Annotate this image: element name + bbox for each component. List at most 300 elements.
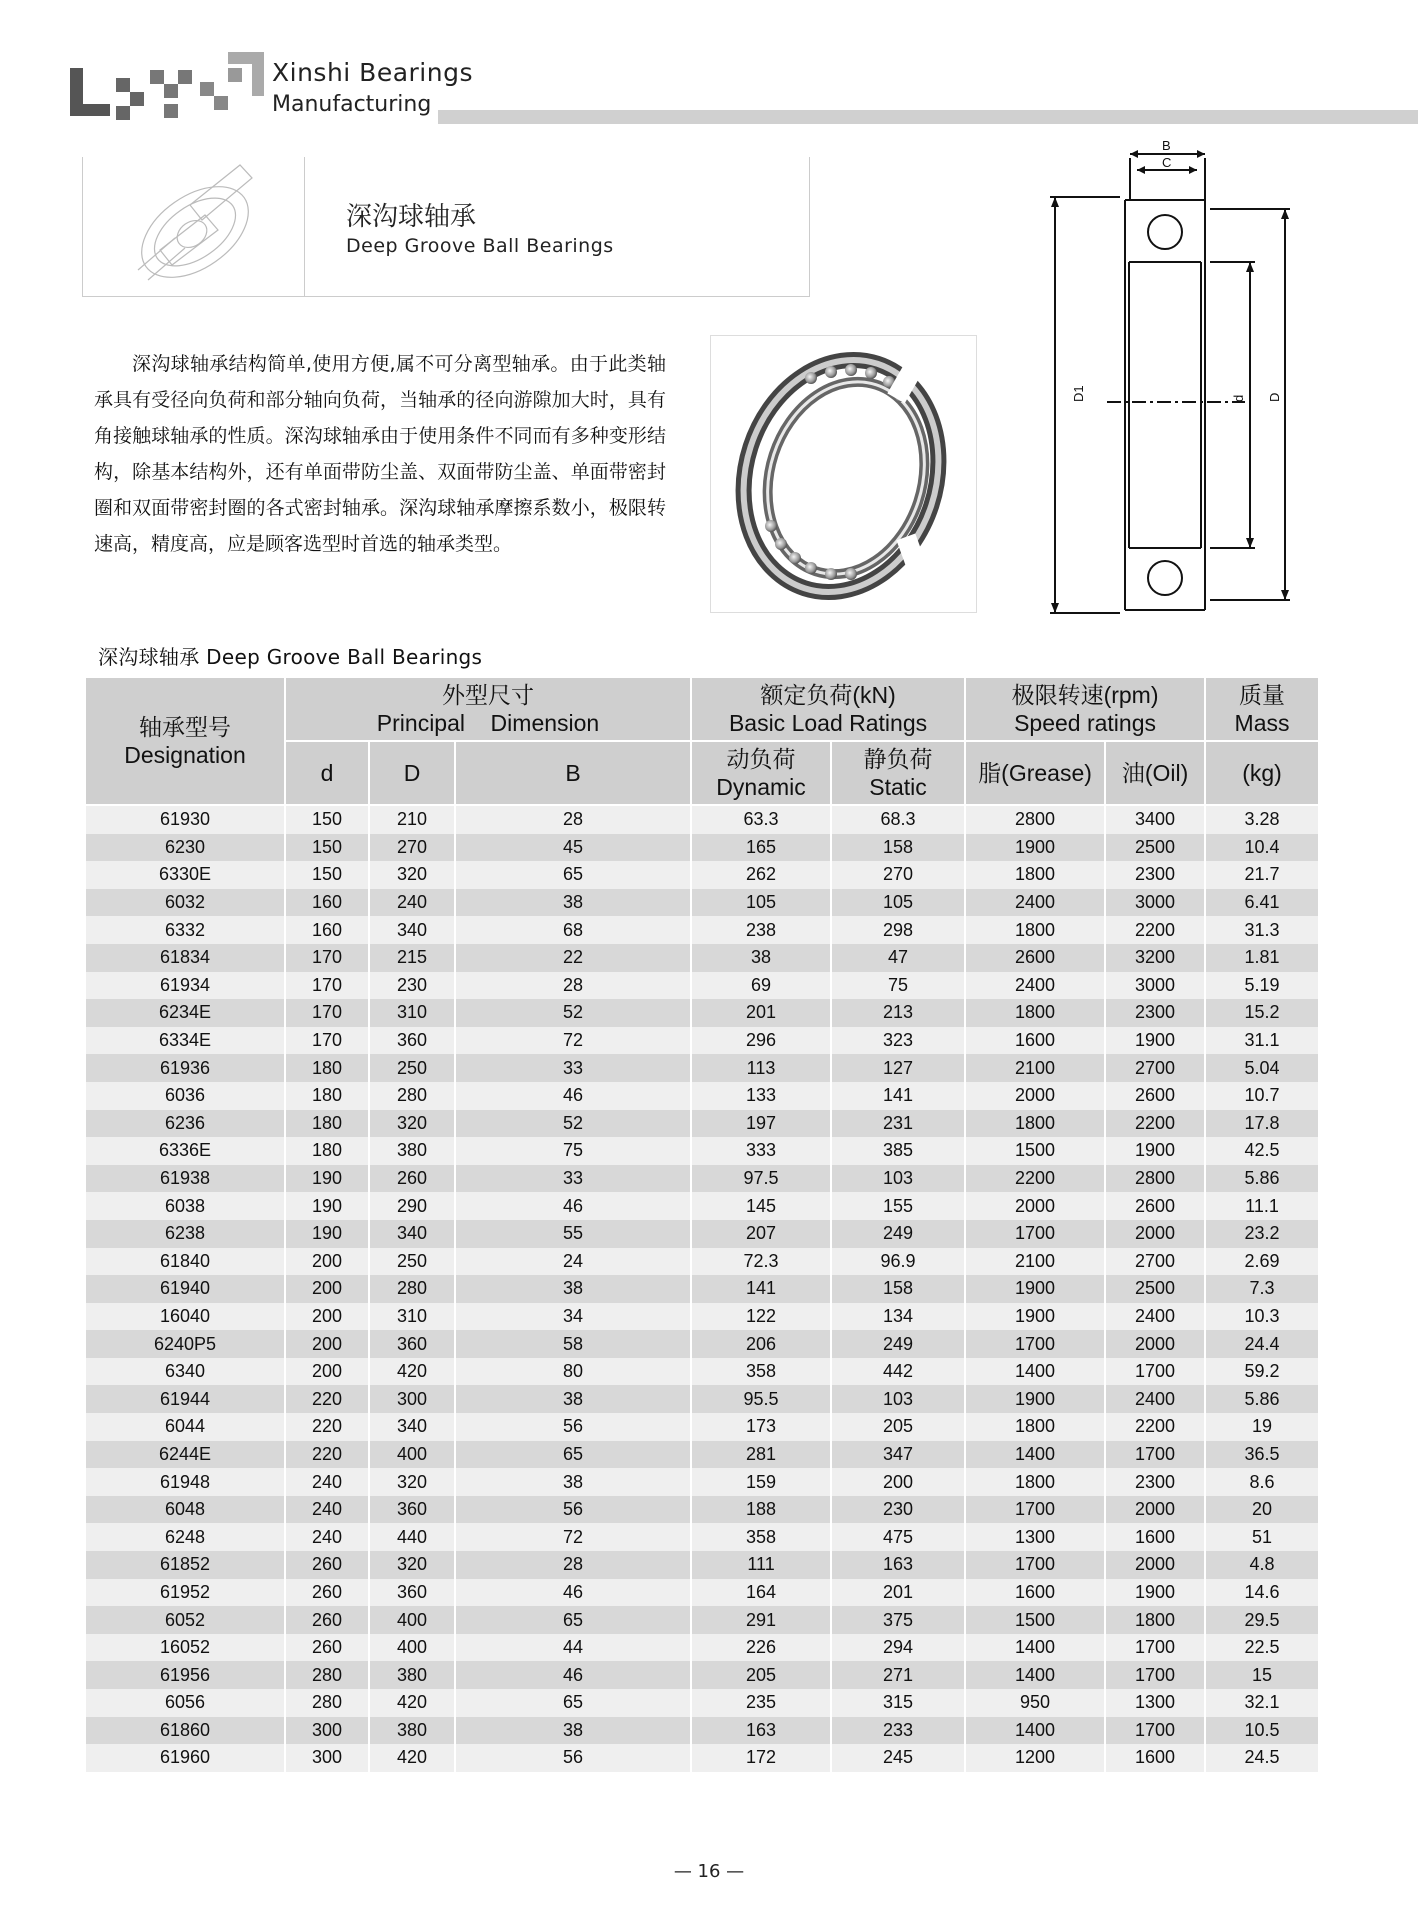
cell-mass: 24.5	[1205, 1744, 1319, 1772]
label-C: C	[1162, 155, 1172, 170]
cell-static: 213	[831, 999, 965, 1027]
cell-D: 270	[369, 834, 455, 862]
cell-D: 250	[369, 1248, 455, 1276]
header-designation	[85, 677, 285, 805]
table-row	[85, 834, 1319, 862]
cell-designation: 61956	[85, 1661, 285, 1689]
cell-static: 385	[831, 1137, 965, 1165]
cell-d: 170	[285, 972, 369, 1000]
table-row	[85, 1717, 1319, 1745]
cell-D: 380	[369, 1717, 455, 1745]
table-row	[85, 916, 1319, 944]
cell-d: 180	[285, 1137, 369, 1165]
cell-d: 160	[285, 916, 369, 944]
cell-static: 205	[831, 1413, 965, 1441]
cell-static: 96.9	[831, 1248, 965, 1276]
cell-grease: 1600	[965, 1027, 1105, 1055]
header-dynamic-cn: 动负荷	[726, 746, 796, 772]
cell-mass: 15.2	[1205, 999, 1319, 1027]
cell-designation: 6336E	[85, 1137, 285, 1165]
cell-D: 240	[369, 889, 455, 917]
table-row	[85, 1248, 1319, 1276]
cell-mass: 7.3	[1205, 1275, 1319, 1303]
cell-grease: 1500	[965, 1137, 1105, 1165]
cell-B: 46	[455, 1661, 691, 1689]
cell-mass: 10.5	[1205, 1717, 1319, 1745]
table-row	[85, 1634, 1319, 1662]
cell-grease: 2400	[965, 889, 1105, 917]
cell-d: 200	[285, 1358, 369, 1386]
cell-B: 72	[455, 1523, 691, 1551]
cell-designation: 61860	[85, 1717, 285, 1745]
cell-dynamic: 145	[691, 1192, 831, 1220]
cell-dynamic: 133	[691, 1082, 831, 1110]
cell-d: 220	[285, 1413, 369, 1441]
cell-D: 420	[369, 1744, 455, 1772]
cell-oil: 1700	[1105, 1717, 1205, 1745]
table-row	[85, 1468, 1319, 1496]
cell-oil: 2200	[1105, 1110, 1205, 1138]
cell-B: 80	[455, 1358, 691, 1386]
cell-dynamic: 163	[691, 1717, 831, 1745]
table-row	[85, 889, 1319, 917]
header-mass-en: Mass	[1234, 710, 1290, 736]
cell-designation: 6248	[85, 1523, 285, 1551]
cell-grease: 2100	[965, 1248, 1105, 1276]
cell-D: 320	[369, 1551, 455, 1579]
cell-designation: 6334E	[85, 1027, 285, 1055]
cell-B: 58	[455, 1330, 691, 1358]
cell-oil: 1700	[1105, 1358, 1205, 1386]
cell-oil: 2000	[1105, 1496, 1205, 1524]
cell-static: 475	[831, 1523, 965, 1551]
cell-D: 340	[369, 1220, 455, 1248]
cell-dynamic: 122	[691, 1303, 831, 1331]
cell-d: 260	[285, 1551, 369, 1579]
cell-D: 310	[369, 1303, 455, 1331]
cell-D: 440	[369, 1523, 455, 1551]
cell-designation: 6240P5	[85, 1330, 285, 1358]
cell-grease: 1800	[965, 1413, 1105, 1441]
cell-mass: 10.7	[1205, 1082, 1319, 1110]
cell-d: 200	[285, 1330, 369, 1358]
cell-dynamic: 63.3	[691, 805, 831, 834]
cell-D: 360	[369, 1579, 455, 1607]
cell-D: 380	[369, 1137, 455, 1165]
cell-dynamic: 38	[691, 944, 831, 972]
cell-oil: 1900	[1105, 1579, 1205, 1607]
cell-oil: 1300	[1105, 1689, 1205, 1717]
cell-D: 300	[369, 1385, 455, 1413]
cell-mass: 10.3	[1205, 1303, 1319, 1331]
cell-oil: 2300	[1105, 861, 1205, 889]
cell-designation: 6340	[85, 1358, 285, 1386]
cell-mass: 15	[1205, 1661, 1319, 1689]
header-dynamic	[691, 741, 831, 805]
cell-static: 442	[831, 1358, 965, 1386]
cell-B: 72	[455, 1027, 691, 1055]
cell-static: 249	[831, 1220, 965, 1248]
table-row	[85, 999, 1319, 1027]
cell-d: 170	[285, 944, 369, 972]
cell-oil: 2200	[1105, 1413, 1205, 1441]
cell-oil: 3400	[1105, 805, 1205, 834]
cell-oil: 2800	[1105, 1165, 1205, 1193]
cell-B: 38	[455, 1717, 691, 1745]
cell-dynamic: 333	[691, 1137, 831, 1165]
table-row	[85, 1523, 1319, 1551]
table-row	[85, 1082, 1319, 1110]
cell-grease: 1900	[965, 1275, 1105, 1303]
cell-static: 47	[831, 944, 965, 972]
cell-static: 105	[831, 889, 965, 917]
cell-dynamic: 95.5	[691, 1385, 831, 1413]
cell-mass: 10.4	[1205, 834, 1319, 862]
cell-dynamic: 111	[691, 1551, 831, 1579]
cell-oil: 1800	[1105, 1606, 1205, 1634]
cell-B: 46	[455, 1192, 691, 1220]
cell-static: 75	[831, 972, 965, 1000]
cell-grease: 1900	[965, 834, 1105, 862]
cell-dynamic: 97.5	[691, 1165, 831, 1193]
table-row	[85, 1413, 1319, 1441]
header-static	[831, 741, 965, 805]
cell-grease: 1400	[965, 1358, 1105, 1386]
table-row	[85, 1579, 1319, 1607]
cell-dynamic: 358	[691, 1358, 831, 1386]
cell-static: 245	[831, 1744, 965, 1772]
cell-mass: 11.1	[1205, 1192, 1319, 1220]
cell-grease: 1700	[965, 1330, 1105, 1358]
cell-B: 45	[455, 834, 691, 862]
cell-mass: 22.5	[1205, 1634, 1319, 1662]
table-row	[85, 1330, 1319, 1358]
cell-dynamic: 296	[691, 1027, 831, 1055]
cell-d: 170	[285, 999, 369, 1027]
cell-oil: 1900	[1105, 1137, 1205, 1165]
cell-grease: 2400	[965, 972, 1105, 1000]
cell-B: 75	[455, 1137, 691, 1165]
cell-mass: 42.5	[1205, 1137, 1319, 1165]
cell-dynamic: 141	[691, 1275, 831, 1303]
cell-mass: 5.86	[1205, 1165, 1319, 1193]
brand-subtitle: Manufacturing	[272, 92, 432, 117]
cell-mass: 5.86	[1205, 1385, 1319, 1413]
cell-grease: 1800	[965, 861, 1105, 889]
table-row	[85, 1551, 1319, 1579]
cell-designation: 61934	[85, 972, 285, 1000]
cell-static: 347	[831, 1441, 965, 1469]
cell-oil: 2600	[1105, 1192, 1205, 1220]
cell-D: 400	[369, 1606, 455, 1634]
cell-oil: 1600	[1105, 1744, 1205, 1772]
cell-mass: 20	[1205, 1496, 1319, 1524]
cell-mass: 5.19	[1205, 972, 1319, 1000]
cell-designation: 6032	[85, 889, 285, 917]
cell-mass: 31.3	[1205, 916, 1319, 944]
cell-static: 68.3	[831, 805, 965, 834]
cell-static: 134	[831, 1303, 965, 1331]
cell-B: 55	[455, 1220, 691, 1248]
page-title-en: Deep Groove Ball Bearings	[346, 235, 614, 257]
cell-d: 240	[285, 1468, 369, 1496]
cell-D: 420	[369, 1358, 455, 1386]
cell-d: 160	[285, 889, 369, 917]
cell-d: 280	[285, 1689, 369, 1717]
header-dynamic-en: Dynamic	[716, 774, 806, 800]
cell-designation: 6230	[85, 834, 285, 862]
table-title: 深沟球轴承 Deep Groove Ball Bearings	[98, 645, 483, 669]
cell-B: 46	[455, 1579, 691, 1607]
header-load-en: Basic Load Ratings	[728, 710, 928, 736]
cell-mass: 3.28	[1205, 805, 1319, 834]
cell-D: 360	[369, 1330, 455, 1358]
cell-grease: 1900	[965, 1303, 1105, 1331]
cell-grease: 1800	[965, 1110, 1105, 1138]
cell-designation: 61940	[85, 1275, 285, 1303]
cell-dynamic: 113	[691, 1054, 831, 1082]
cell-designation: 16052	[85, 1634, 285, 1662]
cell-designation: 16040	[85, 1303, 285, 1331]
cell-d: 180	[285, 1082, 369, 1110]
cell-dynamic: 72.3	[691, 1248, 831, 1276]
cell-grease: 2600	[965, 944, 1105, 972]
cell-dynamic: 281	[691, 1441, 831, 1469]
header-kg: (kg)	[1205, 741, 1319, 805]
header-mass-cn: 质量	[1239, 682, 1286, 708]
cell-mass: 5.04	[1205, 1054, 1319, 1082]
header-D: D	[369, 741, 455, 805]
cell-oil: 1700	[1105, 1634, 1205, 1662]
cell-oil: 1700	[1105, 1441, 1205, 1469]
cell-oil: 3200	[1105, 944, 1205, 972]
cell-d: 200	[285, 1275, 369, 1303]
cell-static: 163	[831, 1551, 965, 1579]
cell-mass: 31.1	[1205, 1027, 1319, 1055]
header-designation-cn: 轴承型号	[139, 714, 231, 740]
cell-static: 323	[831, 1027, 965, 1055]
cell-oil: 2500	[1105, 834, 1205, 862]
table-row	[85, 1110, 1319, 1138]
cell-grease: 1800	[965, 1468, 1105, 1496]
bearing-photo-image	[711, 336, 976, 612]
cell-dynamic: 69	[691, 972, 831, 1000]
bearing-spec-table	[84, 676, 1320, 1772]
cell-designation: 61944	[85, 1385, 285, 1413]
cell-designation: 6038	[85, 1192, 285, 1220]
cell-grease: 1400	[965, 1441, 1105, 1469]
cell-grease: 1800	[965, 916, 1105, 944]
cell-dynamic: 105	[691, 889, 831, 917]
cell-D: 290	[369, 1192, 455, 1220]
cell-designation: 61852	[85, 1551, 285, 1579]
table-row	[85, 1385, 1319, 1413]
cell-B: 34	[455, 1303, 691, 1331]
spec-table-body	[85, 805, 1319, 1772]
cell-B: 38	[455, 1385, 691, 1413]
cell-B: 33	[455, 1054, 691, 1082]
cell-oil: 2700	[1105, 1248, 1205, 1276]
cell-oil: 2400	[1105, 1385, 1205, 1413]
cell-static: 127	[831, 1054, 965, 1082]
cell-dynamic: 173	[691, 1413, 831, 1441]
cell-dynamic: 291	[691, 1606, 831, 1634]
cell-D: 340	[369, 916, 455, 944]
cell-dynamic: 188	[691, 1496, 831, 1524]
cell-grease: 1400	[965, 1661, 1105, 1689]
cell-oil: 1700	[1105, 1661, 1205, 1689]
cell-B: 56	[455, 1413, 691, 1441]
cell-grease: 1900	[965, 1385, 1105, 1413]
label-B: B	[1162, 140, 1171, 153]
table-row	[85, 861, 1319, 889]
table-row	[85, 1496, 1319, 1524]
page-number: — 16 —	[673, 1861, 745, 1882]
cell-mass: 14.6	[1205, 1579, 1319, 1607]
cell-designation: 6330E	[85, 861, 285, 889]
cell-static: 200	[831, 1468, 965, 1496]
cell-mass: 4.8	[1205, 1551, 1319, 1579]
cell-designation: 61948	[85, 1468, 285, 1496]
cell-grease: 1600	[965, 1579, 1105, 1607]
cell-D: 310	[369, 999, 455, 1027]
cell-B: 33	[455, 1165, 691, 1193]
cell-dynamic: 207	[691, 1220, 831, 1248]
cell-designation: 6236	[85, 1110, 285, 1138]
header-dimension	[285, 677, 691, 741]
cell-designation: 61834	[85, 944, 285, 972]
label-d: d	[1231, 394, 1246, 402]
cell-designation: 61952	[85, 1579, 285, 1607]
cell-d: 220	[285, 1385, 369, 1413]
cell-D: 400	[369, 1634, 455, 1662]
cell-D: 420	[369, 1689, 455, 1717]
cell-mass: 59.2	[1205, 1358, 1319, 1386]
cell-designation: 6048	[85, 1496, 285, 1524]
cell-d: 150	[285, 805, 369, 834]
cell-B: 56	[455, 1744, 691, 1772]
cell-grease: 2000	[965, 1082, 1105, 1110]
cell-dynamic: 159	[691, 1468, 831, 1496]
cell-static: 103	[831, 1165, 965, 1193]
table-row	[85, 1220, 1319, 1248]
cell-mass: 6.41	[1205, 889, 1319, 917]
cell-mass: 8.6	[1205, 1468, 1319, 1496]
cell-d: 240	[285, 1523, 369, 1551]
cell-designation: 6238	[85, 1220, 285, 1248]
cell-designation: 61840	[85, 1248, 285, 1276]
cell-grease: 2200	[965, 1165, 1105, 1193]
cell-static: 158	[831, 834, 965, 862]
cell-dynamic: 197	[691, 1110, 831, 1138]
cell-designation: 61960	[85, 1744, 285, 1772]
cell-static: 271	[831, 1661, 965, 1689]
cell-d: 190	[285, 1192, 369, 1220]
cell-B: 28	[455, 805, 691, 834]
cell-dynamic: 226	[691, 1634, 831, 1662]
cell-static: 315	[831, 1689, 965, 1717]
cell-D: 320	[369, 861, 455, 889]
cell-D: 210	[369, 805, 455, 834]
table-row	[85, 1606, 1319, 1634]
cell-oil: 2300	[1105, 1468, 1205, 1496]
cell-mass: 23.2	[1205, 1220, 1319, 1248]
cell-grease: 1700	[965, 1551, 1105, 1579]
header-speed-cn: 极限转速(rpm)	[1011, 682, 1159, 708]
cell-mass: 1.81	[1205, 944, 1319, 972]
bearing-sketch-illustration	[130, 160, 270, 290]
table-row	[85, 1441, 1319, 1469]
cell-dynamic: 164	[691, 1579, 831, 1607]
cell-B: 38	[455, 889, 691, 917]
cell-d: 300	[285, 1744, 369, 1772]
cell-B: 52	[455, 1110, 691, 1138]
cell-designation: 6244E	[85, 1441, 285, 1469]
label-D1: D1	[1071, 385, 1086, 402]
cell-mass: 29.5	[1205, 1606, 1319, 1634]
intro-paragraph: 深沟球轴承结构简单,使用方便,属不可分离型轴承。由于此类轴承具有受径向负荷和部分轴向负荷，当轴承的径向游隙加大时，具有角接触球轴承的性质。深沟球轴承由于使用条件不同而有多种变形结构，除基本结构外，还有单面带防尘盖、双面带防尘盖、单面带密封圈和双面带密封圈的各式密封轴承。深沟球轴承摩擦系数小，极限转速高，精度高，应是顾客选型时首选的轴承类型。	[94, 353, 666, 555]
cell-D: 230	[369, 972, 455, 1000]
cell-d: 260	[285, 1579, 369, 1607]
cell-d: 200	[285, 1303, 369, 1331]
cell-grease: 1700	[965, 1496, 1105, 1524]
cell-B: 46	[455, 1082, 691, 1110]
header-dimension-en: Principal Dimension	[376, 710, 600, 736]
cell-B: 65	[455, 1441, 691, 1469]
table-row	[85, 972, 1319, 1000]
cell-grease: 2000	[965, 1192, 1105, 1220]
cell-D: 400	[369, 1441, 455, 1469]
cell-d: 150	[285, 861, 369, 889]
header-d: d	[285, 741, 369, 805]
cell-dynamic: 262	[691, 861, 831, 889]
cell-B: 65	[455, 861, 691, 889]
cell-designation: 6332	[85, 916, 285, 944]
cell-B: 56	[455, 1496, 691, 1524]
cell-designation: 6052	[85, 1606, 285, 1634]
cell-oil: 3000	[1105, 889, 1205, 917]
cell-d: 280	[285, 1661, 369, 1689]
cell-D: 250	[369, 1054, 455, 1082]
cell-designation: 61930	[85, 805, 285, 834]
cell-static: 231	[831, 1110, 965, 1138]
cell-grease: 2100	[965, 1054, 1105, 1082]
cell-D: 320	[369, 1110, 455, 1138]
bearing-cross-section-diagram	[1045, 140, 1295, 615]
cell-static: 249	[831, 1330, 965, 1358]
cell-designation: 61936	[85, 1054, 285, 1082]
cell-d: 180	[285, 1054, 369, 1082]
cell-static: 141	[831, 1082, 965, 1110]
cell-B: 22	[455, 944, 691, 972]
cell-static: 158	[831, 1275, 965, 1303]
table-row	[85, 1689, 1319, 1717]
cell-B: 28	[455, 972, 691, 1000]
cell-oil: 2000	[1105, 1551, 1205, 1579]
cell-grease: 1800	[965, 999, 1105, 1027]
cell-oil: 2700	[1105, 1054, 1205, 1082]
cell-designation: 6044	[85, 1413, 285, 1441]
cell-static: 270	[831, 861, 965, 889]
cell-d: 190	[285, 1165, 369, 1193]
table-row	[85, 1027, 1319, 1055]
cell-oil: 2000	[1105, 1220, 1205, 1248]
cell-oil: 3000	[1105, 972, 1205, 1000]
table-row	[85, 1358, 1319, 1386]
table-row	[85, 944, 1319, 972]
table-row	[85, 1137, 1319, 1165]
table-row	[85, 1192, 1319, 1220]
